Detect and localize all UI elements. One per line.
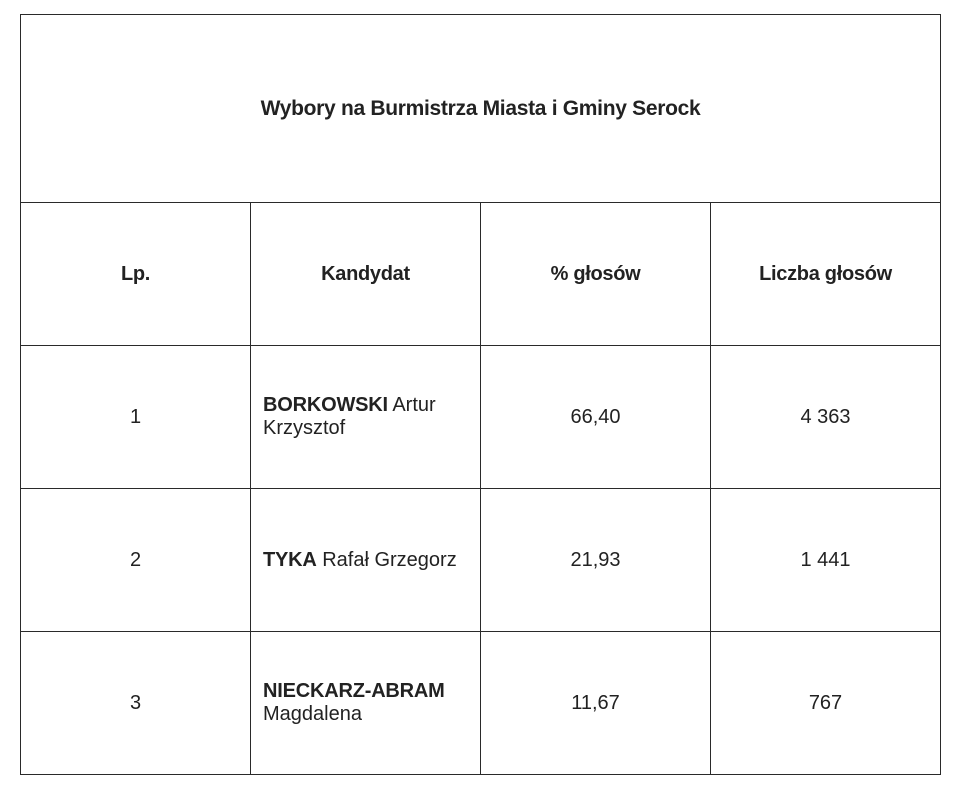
row-number: 1 <box>21 346 251 489</box>
candidate-given-names: Artur Krzysztof <box>263 394 436 439</box>
candidate-surname: NIECKARZ-ABRAM <box>263 680 445 702</box>
row-number: 3 <box>21 632 251 775</box>
votes-cell: 4 363 <box>711 346 941 489</box>
table-row <box>21 346 941 489</box>
candidate-given-names: Magdalena <box>263 703 362 725</box>
row-number: 2 <box>21 489 251 632</box>
percent-cell: 11,67 <box>481 632 711 775</box>
column-header-lp: Lp. <box>21 203 251 346</box>
candidate-cell <box>251 489 481 632</box>
table-row <box>21 489 941 632</box>
table-row <box>21 632 941 775</box>
votes-cell: 1 441 <box>711 489 941 632</box>
column-header-percent: % głosów <box>481 203 711 346</box>
percent-cell: 21,93 <box>481 489 711 632</box>
election-results-table <box>20 14 941 775</box>
column-header-votes: Liczba głosów <box>711 203 941 346</box>
candidate-given-names: Rafał Grzegorz <box>322 548 457 571</box>
column-header-candidate: Kandydat <box>251 203 481 346</box>
header-row <box>21 203 941 346</box>
candidate-cell <box>251 632 481 775</box>
percent-cell: 66,40 <box>481 346 711 489</box>
candidate-surname: TYKA <box>263 548 317 571</box>
candidate-surname: BORKOWSKI <box>263 394 388 416</box>
candidate-cell <box>251 346 481 489</box>
table-title: Wybory na Burmistrza Miasta i Gminy Serock <box>21 15 941 203</box>
votes-cell: 767 <box>711 632 941 775</box>
title-row <box>21 15 941 203</box>
